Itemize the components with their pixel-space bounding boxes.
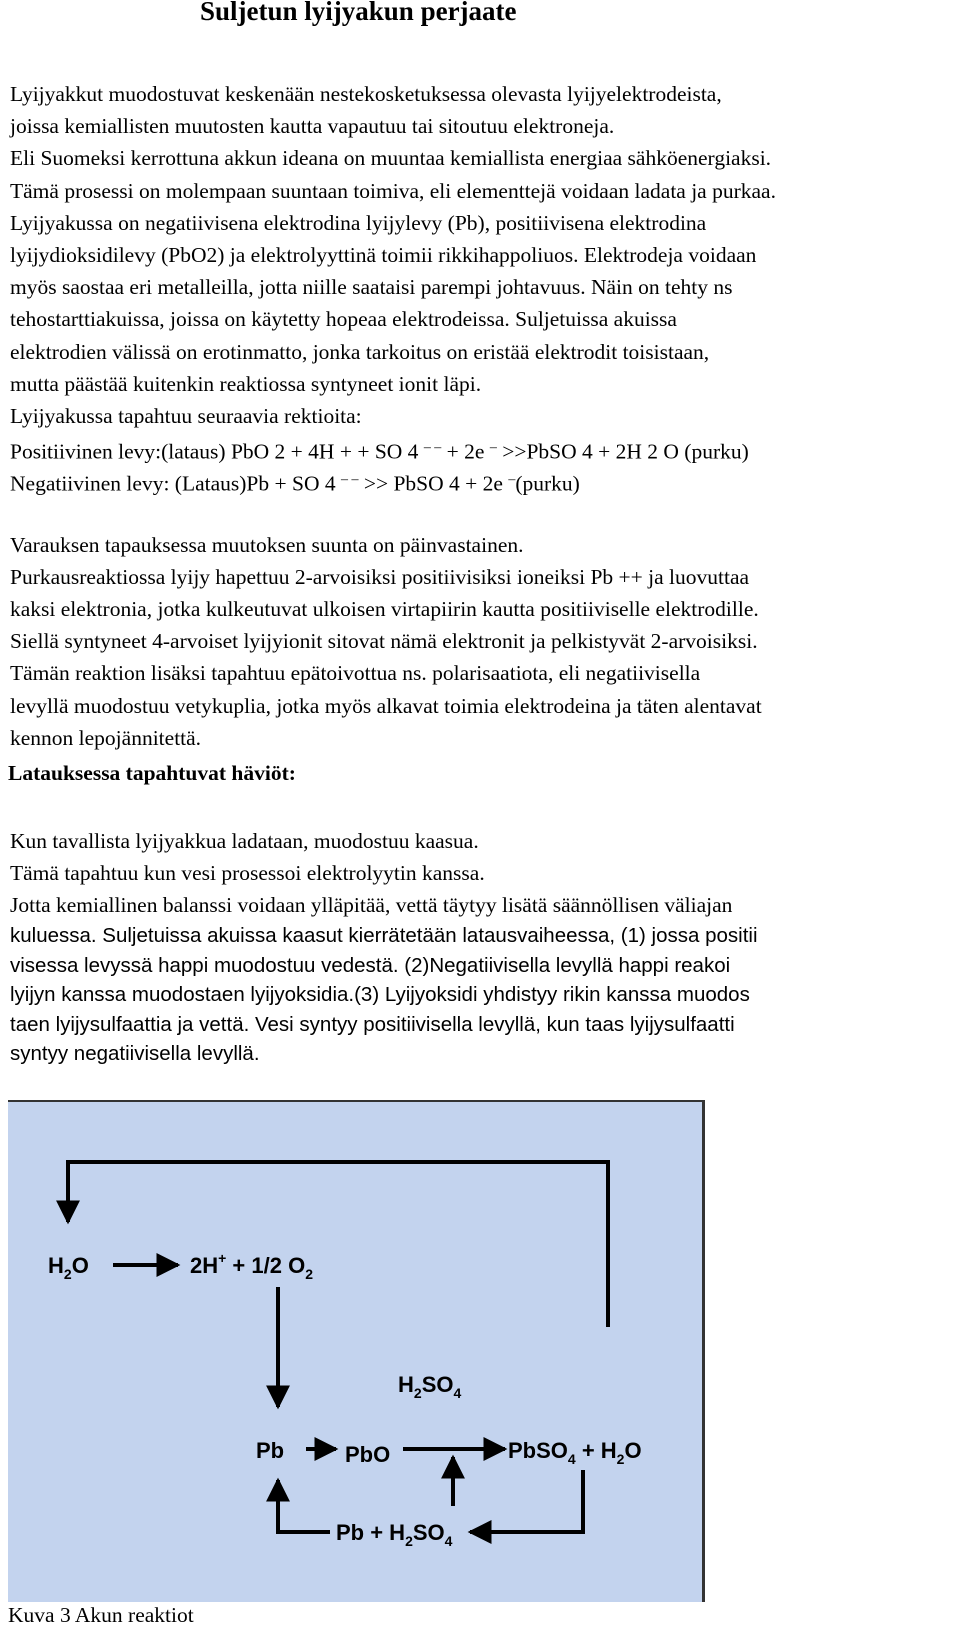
charge-sup: – – (340, 472, 359, 488)
text-line: joissa kemiallisten muutosten kautta vapautuu tai sitoutuu elektroneja. (10, 114, 615, 139)
text-line: Tämä prosessi on molempaan suuntaan toimiva, eli elementtejä voidaan ladata ja purkaa. (10, 178, 776, 203)
text-line: Purkausreaktiossa lyijy hapettuu 2-arvoisiksi positiivisiksi ioneiksi Pb ++ ja luovuttaa (10, 564, 750, 589)
reaction-text: >> PbSO 4 + 2e (358, 471, 509, 496)
text-line: tehostarttiakuissa, joissa on käytetty hopeaa elektrodeissa. Suljetuissa akuissa (10, 307, 677, 332)
reaction-diagram (8, 1100, 705, 1602)
text-line: Eli Suomeksi kerrottuna akkun ideana on muuntaa kemiallista energiaa sähköenergiaksi. (10, 146, 772, 171)
reaction-positive (10, 432, 960, 464)
reaction-text: Positiivinen levy:(lataus) PbO 2 + 4H + + SO 4 (10, 439, 424, 464)
loop-arrow-bottom-right (470, 1470, 583, 1532)
text-line: taen lyijysulfaattia ja vettä. Vesi syntyy positiivisella levyllä, kun taas lyijysulfaatti (10, 1012, 735, 1036)
text-line: Lyijyakussa on negatiivisena elektrodina lyijylevy (Pb), positiivisena elektrodina (10, 210, 707, 235)
node-h2so4-top: $H_2SO_4$ (398, 1372, 462, 1401)
text-line: kaksi elektronia, jotka kulkeutuvat ulkoisen virtapiirin kautta positiiviselle elektrodille. (10, 597, 759, 621)
text-line: Varauksen tapauksessa muutoksen suunta on päinvastainen. (10, 532, 524, 557)
losses-heading: Latauksessa tapahtuvat häviöt: (8, 761, 296, 785)
reaction-negative (10, 464, 960, 496)
charge-sup: – (489, 440, 497, 456)
text-line: Tämän reaktion lisäksi tapahtuu epätoivottua ns. polarisaatiota, eli negatiivisella (10, 661, 701, 686)
text-line: Lyijyakkut muodostuvat keskenään nestekosketuksessa olevasta lyijyelektrodeista, (10, 82, 722, 106)
node-pb: Pb (256, 1438, 285, 1463)
charge-sup: – – (423, 440, 442, 456)
figure-caption: Kuva 3 Akun reaktiot (8, 1603, 194, 1627)
losses-sans-text (10, 921, 960, 1069)
text-line: Lyijyakussa tapahtuu seuraavia rektioita: (10, 403, 362, 428)
text-line: myös saostaa eri metalleilla, jotta niille saataisi parempi johtavuus. Näin on tehty ns (10, 275, 733, 300)
node-pbso4-h2o: PbSO$_4$ + $H_2O$ (508, 1438, 642, 1467)
node-2h-plus-o2: 2H+ + 1/2 $O_2$ (190, 1250, 313, 1282)
node-pb-h2so4: $Pb + H_2SO_4$ (336, 1520, 453, 1549)
text-line: visessa levyssä happi muodostuu vedestä. (2)Negatiivisella levyllä happi reakoi (10, 953, 731, 977)
losses-text (10, 825, 960, 921)
charge-sup: – (508, 472, 516, 488)
node-pbo: PbO (345, 1442, 391, 1467)
reaction-text: + 2e (441, 439, 490, 464)
reaction-text: Negatiivinen levy: (Lataus)Pb + SO 4 (10, 471, 341, 496)
loop-arrow-bottom-left (278, 1480, 330, 1532)
reaction-text: (purku) (515, 471, 580, 496)
text-line: mutta päästää kuitenkin reaktiossa syntyneet ionit läpi. (10, 371, 482, 396)
text-line: levyllä muodostuu vetykuplia, jotka myös alkavat toimia elektrodeina ja täten alentavat (10, 693, 762, 718)
text-line: Siellä syntyneet 4-arvoiset lyijyionit sitovat nämä elektronit ja pelkistyvät 2-arvoisiksi. (10, 629, 758, 654)
page-title: Suljetun lyijyakun perjaate (200, 0, 517, 26)
text-line: kennon lepojännitettä. (10, 725, 202, 750)
text-line: Kun tavallista lyijyakkua ladataan, muodostuu kaasua. (10, 829, 479, 853)
text-line: elektrodien välissä on erotinmatto, jonka tarkoitus on eristää elektrodit toisistaan, (10, 339, 710, 364)
text-line: syntyy negatiivisella levyllä. (10, 1042, 260, 1065)
text-line: lyijydioksidilevy (PbO2) ja elektrolyyttinä toimii rikkihappoliuos. Elektrodeja voidaan (10, 242, 757, 267)
reaction-diagram-svg (8, 1102, 705, 1604)
text-line: lyijyn kanssa muodostaen lyijyoksidia.(3) Lyijyoksidi yhdistyy rikin kanssa muodos (10, 983, 750, 1006)
text-line: Tämä tapahtuu kun vesi prosessoi elektrolyytin kanssa. (10, 861, 485, 885)
loop-arrow-top (68, 1162, 608, 1327)
text-line: kuluessa. Suljetuissa akuissa kaasut kierrätetään latausvaiheessa, (1) jossa positii (10, 924, 758, 947)
reaction-text: >>PbSO 4 + 2H 2 O (purku) (496, 439, 749, 464)
intro-text (10, 78, 960, 754)
node-h2o: $H_2O$ (48, 1253, 89, 1282)
text-line: Jotta kemiallinen balanssi voidaan ylläpitää, vettä täytyy lisätä säännöllisen väliajan (10, 893, 733, 917)
